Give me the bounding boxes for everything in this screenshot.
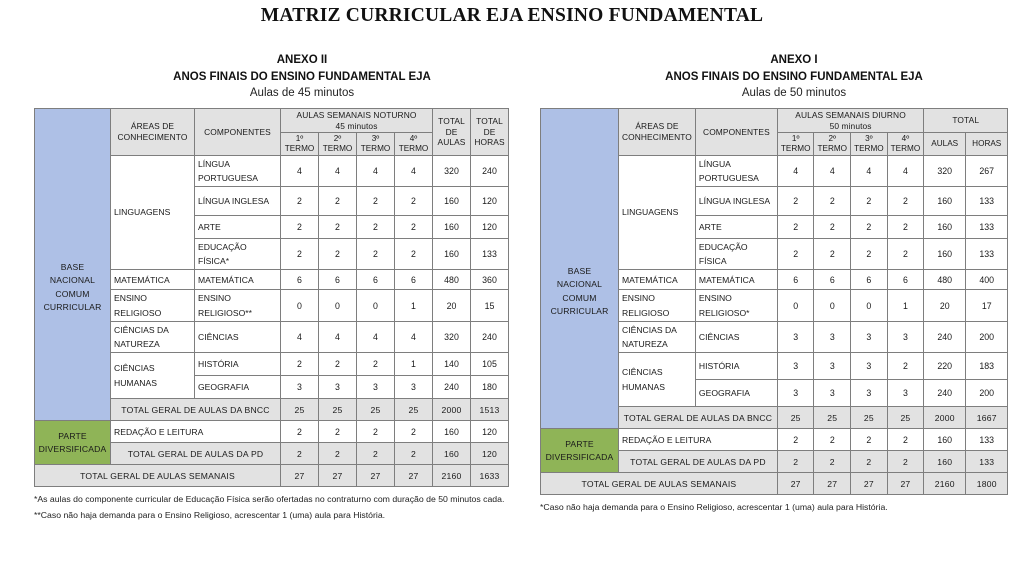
cell-term1: 2 [281, 353, 319, 376]
total-bncc-term4: 25 [887, 407, 924, 429]
cell-term4: 6 [887, 270, 924, 290]
cell-term4: 4 [395, 321, 433, 352]
total-weekly-term1: 27 [281, 465, 319, 487]
header-term-1: 1º TERMO [777, 133, 814, 156]
cell-term1: 6 [777, 270, 814, 290]
area-ensino-religioso: ENSINO RELIGIOSO [111, 290, 195, 321]
component-name: LÍNGUA PORTUGUESA [195, 155, 281, 186]
cell-term4: 2 [887, 353, 924, 380]
component-name: GEOGRAFIA [195, 376, 281, 399]
annex-ii-footnotes [34, 492, 524, 523]
annex-i-label: ANEXO I [770, 54, 818, 66]
cell-total-horas: 133 [966, 239, 1008, 270]
cell-total-aulas: 240 [924, 321, 966, 352]
annex-i-table [540, 108, 1008, 495]
area-matematica: MATEMÁTICA [111, 270, 195, 290]
annex-ii-heading [34, 52, 524, 102]
component-name: GEOGRAFIA [695, 380, 777, 407]
cell-term2: 3 [319, 376, 357, 399]
total-pd-term3: 2 [357, 443, 395, 465]
cell-total-aulas: 220 [924, 353, 966, 380]
cell-term4: 6 [395, 270, 433, 290]
cell-term3: 6 [851, 270, 888, 290]
total-pd-aulas: 160 [924, 451, 966, 473]
area-ciencias-natureza: CIÊNCIAS DA NATUREZA [111, 321, 195, 352]
footnote-2: **Caso não haja demanda para o Ensino Religioso, acrescentar 1 (uma) aula para História. [34, 510, 386, 521]
cell-term1: 0 [281, 290, 319, 321]
footnote-1: *Caso não haja demanda para o Ensino Religioso, acrescentar 1 (uma) aula para História. [540, 502, 888, 513]
header-corner-blue [541, 109, 619, 156]
annex-i-heading [540, 52, 1012, 102]
redacao-term1: 2 [777, 429, 814, 451]
header-weekly-group [777, 109, 923, 133]
cell-total-horas: 240 [471, 321, 509, 352]
cell-term1: 2 [777, 187, 814, 216]
cell-total-horas: 360 [471, 270, 509, 290]
total-weekly-label: TOTAL GERAL DE AULAS SEMANAIS [35, 465, 281, 487]
total-bncc-term3: 25 [851, 407, 888, 429]
table-row [541, 155, 1008, 186]
total-weekly-term2: 27 [814, 473, 851, 495]
cell-term3: 3 [357, 376, 395, 399]
total-pd-term1: 2 [281, 443, 319, 465]
cell-term2: 2 [319, 187, 357, 216]
component-name: HISTÓRIA [195, 353, 281, 376]
area-ciencias-humanas: CIÊNCIAS HUMANAS [111, 353, 195, 399]
component-name: MATEMÁTICA [695, 270, 777, 290]
cell-term3: 2 [851, 216, 888, 239]
annex-i-lesson-duration: Aulas de 50 minutos [741, 87, 847, 100]
table-row [35, 421, 509, 443]
annex-ii-table [34, 108, 509, 487]
cell-term1: 4 [777, 155, 814, 186]
header-total-hours: TOTAL DE HORAS [471, 109, 509, 156]
total-weekly-term1: 27 [777, 473, 814, 495]
area-matematica: MATEMÁTICA [619, 270, 696, 290]
total-weekly-term4: 27 [395, 465, 433, 487]
total-bncc-term4: 25 [395, 399, 433, 421]
total-pd-term4: 2 [395, 443, 433, 465]
cell-total-aulas: 160 [924, 187, 966, 216]
area-linguagens: LINGUAGENS [111, 155, 195, 270]
cell-term4: 2 [887, 216, 924, 239]
header-components: COMPONENTES [695, 109, 777, 156]
cell-total-horas: 400 [966, 270, 1008, 290]
header-total-group: TOTAL [924, 109, 1008, 133]
redacao-horas: 120 [471, 421, 509, 443]
footnote-1: *As aulas do componente curricular de Educação Física serão ofertadas no contraturno com duração de 50 minutos cada. [34, 494, 505, 505]
cell-term3: 2 [357, 187, 395, 216]
header-areas: ÁREAS DE CONHECIMENTO [111, 109, 195, 156]
cell-total-horas: 120 [471, 187, 509, 216]
header-components: COMPONENTES [195, 109, 281, 156]
cell-term2: 6 [319, 270, 357, 290]
redacao-leitura-label: REDAÇÃO E LEITURA [619, 429, 778, 451]
cell-term2: 6 [814, 270, 851, 290]
cell-total-aulas: 160 [924, 239, 966, 270]
redacao-term4: 2 [395, 421, 433, 443]
total-pd-horas: 133 [966, 451, 1008, 473]
annex-ii-label: ANEXO II [276, 54, 328, 66]
cell-term2: 2 [814, 187, 851, 216]
cell-term4: 1 [395, 290, 433, 321]
total-weekly-term3: 27 [357, 465, 395, 487]
cell-term3: 4 [357, 155, 395, 186]
cell-term3: 3 [851, 353, 888, 380]
cell-term3: 2 [357, 353, 395, 376]
header-weekly-line2: 50 minutos [829, 120, 872, 131]
cell-total-aulas: 140 [433, 353, 471, 376]
cell-total-aulas: 480 [924, 270, 966, 290]
total-bncc-horas: 1667 [966, 407, 1008, 429]
header-term-4: 4º TERMO [887, 133, 924, 156]
cell-term4: 4 [887, 155, 924, 186]
cell-total-horas: 200 [966, 321, 1008, 352]
redacao-term3: 2 [357, 421, 395, 443]
cell-term3: 6 [357, 270, 395, 290]
redacao-horas: 133 [966, 429, 1008, 451]
cell-total-aulas: 160 [924, 216, 966, 239]
total-weekly-term3: 27 [851, 473, 888, 495]
cell-term1: 6 [281, 270, 319, 290]
cell-term4: 3 [887, 380, 924, 407]
header-total-classes: AULAS [924, 133, 966, 156]
cell-total-aulas: 20 [433, 290, 471, 321]
cell-total-aulas: 160 [433, 239, 471, 270]
header-term-4: 4º TERMO [395, 133, 433, 156]
cell-term1: 3 [777, 353, 814, 380]
cell-total-horas: 133 [471, 239, 509, 270]
cell-term4: 1 [887, 290, 924, 321]
total-pd-term2: 2 [814, 451, 851, 473]
total-bncc-term3: 25 [357, 399, 395, 421]
total-weekly-label: TOTAL GERAL DE AULAS SEMANAIS [541, 473, 778, 495]
total-weekly-term2: 27 [319, 465, 357, 487]
cell-total-horas: 183 [966, 353, 1008, 380]
area-ciencias-humanas: CIÊNCIAS HUMANAS [619, 353, 696, 407]
cell-total-aulas: 20 [924, 290, 966, 321]
total-pd-term3: 2 [851, 451, 888, 473]
cell-term2: 2 [814, 239, 851, 270]
cell-term1: 2 [777, 216, 814, 239]
total-bncc-term2: 25 [319, 399, 357, 421]
cell-term2: 0 [814, 290, 851, 321]
cell-term2: 0 [319, 290, 357, 321]
total-bncc-term1: 25 [281, 399, 319, 421]
annex-i-footnotes [540, 500, 1012, 514]
cell-term3: 2 [851, 187, 888, 216]
cell-term4: 1 [395, 353, 433, 376]
header-term-2: 2º TERMO [319, 133, 357, 156]
annex-i-panel [540, 52, 1012, 516]
cell-total-horas: 15 [471, 290, 509, 321]
redacao-term2: 2 [814, 429, 851, 451]
cell-term4: 4 [395, 155, 433, 186]
component-name: MATEMÁTICA [195, 270, 281, 290]
cell-term3: 0 [357, 290, 395, 321]
redacao-aulas: 160 [433, 421, 471, 443]
cell-term4: 2 [395, 187, 433, 216]
cell-term2: 4 [814, 155, 851, 186]
cell-term3: 2 [357, 239, 395, 270]
area-linguagens: LINGUAGENS [619, 155, 696, 270]
total-bncc-aulas: 2000 [924, 407, 966, 429]
header-weekly-group [281, 109, 433, 133]
cell-total-horas: 105 [471, 353, 509, 376]
total-weekly-row [35, 465, 509, 487]
cell-total-horas: 240 [471, 155, 509, 186]
component-name: CIÊNCIAS [695, 321, 777, 352]
redacao-term4: 2 [887, 429, 924, 451]
total-weekly-row [541, 473, 1008, 495]
total-bncc-label: TOTAL GERAL DE AULAS DA BNCC [619, 407, 778, 429]
table-header-row [35, 109, 509, 133]
component-name: HISTÓRIA [695, 353, 777, 380]
cell-total-horas: 180 [471, 376, 509, 399]
cell-total-horas: 200 [966, 380, 1008, 407]
header-areas: ÁREAS DE CONHECIMENTO [619, 109, 696, 156]
table-header-row [541, 109, 1008, 133]
cell-total-aulas: 240 [433, 376, 471, 399]
component-name: ARTE [695, 216, 777, 239]
total-bncc-term1: 25 [777, 407, 814, 429]
total-weekly-aulas: 2160 [924, 473, 966, 495]
annex-ii-lesson-duration: Aulas de 45 minutos [249, 87, 355, 100]
component-name: ENSINO RELIGIOSO** [195, 290, 281, 321]
cell-total-horas: 17 [966, 290, 1008, 321]
cell-term3: 2 [357, 216, 395, 239]
total-pd-label: TOTAL GERAL DE AULAS DA PD [619, 451, 778, 473]
header-term-3: 3º TERMO [851, 133, 888, 156]
cell-term3: 4 [357, 321, 395, 352]
header-total-hours: HORAS [966, 133, 1008, 156]
cell-term3: 0 [851, 290, 888, 321]
cell-term2: 2 [319, 216, 357, 239]
component-name: CIÊNCIAS [195, 321, 281, 352]
cell-term1: 3 [777, 380, 814, 407]
total-pd-horas: 120 [471, 443, 509, 465]
total-pd-term4: 2 [887, 451, 924, 473]
cell-term2: 2 [319, 353, 357, 376]
cell-total-aulas: 320 [433, 321, 471, 352]
parte-diversificada-label: PARTE DIVERSIFICADA [35, 421, 111, 465]
total-weekly-aulas: 2160 [433, 465, 471, 487]
cell-total-aulas: 240 [924, 380, 966, 407]
cell-term3: 3 [851, 380, 888, 407]
header-weekly-line1: AULAS SEMANAIS DIURNO [795, 110, 906, 121]
redacao-term1: 2 [281, 421, 319, 443]
annex-ii-panel [34, 52, 524, 525]
cell-term2: 3 [814, 321, 851, 352]
base-nacional-label: BASE NACIONAL COMUM CURRICULAR [35, 155, 111, 420]
component-name: LÍNGUA PORTUGUESA [695, 155, 777, 186]
cell-term2: 3 [814, 380, 851, 407]
table-row [35, 155, 509, 186]
cell-total-horas: 267 [966, 155, 1008, 186]
component-name: LÍNGUA INGLESA [195, 187, 281, 216]
cell-term1: 2 [777, 239, 814, 270]
cell-term1: 2 [281, 216, 319, 239]
header-term-2: 2º TERMO [814, 133, 851, 156]
cell-total-aulas: 320 [433, 155, 471, 186]
component-name: LÍNGUA INGLESA [695, 187, 777, 216]
total-pd-label: TOTAL GERAL DE AULAS DA PD [111, 443, 281, 465]
header-term-3: 3º TERMO [357, 133, 395, 156]
total-bncc-term2: 25 [814, 407, 851, 429]
header-term-1: 1º TERMO [281, 133, 319, 156]
annex-ii-school-level: ANOS FINAIS DO ENSINO FUNDAMENTAL EJA [173, 70, 431, 83]
annex-i-school-level: ANOS FINAIS DO ENSINO FUNDAMENTAL EJA [665, 70, 923, 83]
cell-total-aulas: 160 [433, 216, 471, 239]
area-ciencias-natureza: CIÊNCIAS DA NATUREZA [619, 321, 696, 352]
parte-diversificada-label: PARTE DIVERSIFICADA [541, 429, 619, 473]
cell-total-horas: 120 [471, 216, 509, 239]
cell-total-horas: 133 [966, 187, 1008, 216]
cell-term2: 3 [814, 353, 851, 380]
cell-term1: 2 [281, 239, 319, 270]
base-nacional-label: BASE NACIONAL COMUM CURRICULAR [541, 155, 619, 428]
area-ensino-religioso: ENSINO RELIGIOSO [619, 290, 696, 321]
redacao-term3: 2 [851, 429, 888, 451]
header-total-classes: TOTAL DE AULAS [433, 109, 471, 156]
cell-term1: 2 [281, 187, 319, 216]
component-name: EDUCAÇÃO FÍSICA [695, 239, 777, 270]
cell-term4: 2 [887, 239, 924, 270]
cell-term3: 4 [851, 155, 888, 186]
component-name: ARTE [195, 216, 281, 239]
total-pd-term2: 2 [319, 443, 357, 465]
cell-term4: 3 [395, 376, 433, 399]
total-weekly-horas: 1800 [966, 473, 1008, 495]
cell-term3: 3 [851, 321, 888, 352]
cell-term4: 2 [395, 216, 433, 239]
total-bncc-horas: 1513 [471, 399, 509, 421]
component-name: EDUCAÇÃO FÍSICA* [195, 239, 281, 270]
total-weekly-term4: 27 [887, 473, 924, 495]
header-weekly-line1: AULAS SEMANAIS NOTURNO [296, 110, 417, 121]
cell-term2: 2 [319, 239, 357, 270]
cell-total-aulas: 480 [433, 270, 471, 290]
cell-total-aulas: 320 [924, 155, 966, 186]
cell-term1: 3 [777, 321, 814, 352]
page-title: MATRIZ CURRICULAR EJA ENSINO FUNDAMENTAL [260, 5, 764, 26]
cell-term2: 4 [319, 155, 357, 186]
cell-term1: 0 [777, 290, 814, 321]
header-corner-blue [35, 109, 111, 156]
redacao-term2: 2 [319, 421, 357, 443]
cell-term1: 3 [281, 376, 319, 399]
cell-total-aulas: 160 [433, 187, 471, 216]
total-bncc-aulas: 2000 [433, 399, 471, 421]
header-weekly-line2: 45 minutos [335, 120, 378, 131]
redacao-leitura-label: REDAÇÃO E LEITURA [111, 421, 281, 443]
cell-total-horas: 133 [966, 216, 1008, 239]
total-pd-term1: 2 [777, 451, 814, 473]
total-bncc-label: TOTAL GERAL DE AULAS DA BNCC [111, 399, 281, 421]
component-name: ENSINO RELIGIOSO* [695, 290, 777, 321]
table-row [541, 429, 1008, 451]
cell-term3: 2 [851, 239, 888, 270]
redacao-aulas: 160 [924, 429, 966, 451]
cell-term1: 4 [281, 321, 319, 352]
total-weekly-horas: 1633 [471, 465, 509, 487]
total-pd-aulas: 160 [433, 443, 471, 465]
cell-term2: 2 [814, 216, 851, 239]
cell-term4: 2 [395, 239, 433, 270]
cell-term4: 2 [887, 187, 924, 216]
cell-term1: 4 [281, 155, 319, 186]
cell-term4: 3 [887, 321, 924, 352]
cell-term2: 4 [319, 321, 357, 352]
